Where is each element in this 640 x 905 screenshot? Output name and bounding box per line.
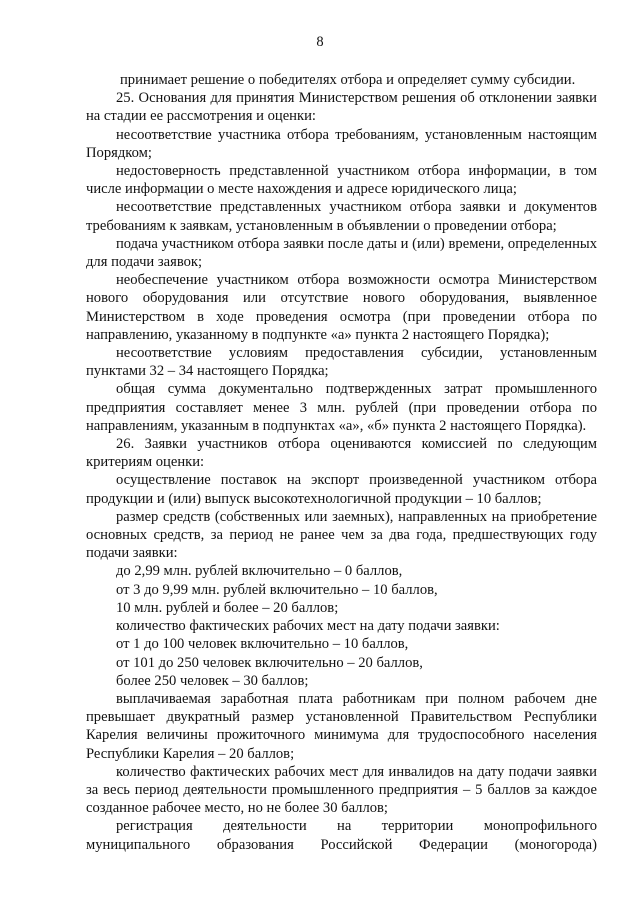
paragraph-rejection-conditions-mismatch: несоответствие условиям предоставления субсидии, установленным пунктами 32 – 34 настоящего Порядка;: [86, 345, 597, 380]
paragraph-criterion-disabled-jobs: количество фактических рабочих мест для инвалидов на дату подачи заявки за весь период деятельности промышленного предприятия – 5 баллов за каждое созданное рабочее место, но не более 30 баллов;: [86, 763, 597, 817]
paragraph-criterion-export: осуществление поставок на экспорт произведенной участником отбора продукции и (или) выпуск высокотехнологичной продукции – 10 баллов;: [86, 472, 597, 507]
document-body: [86, 71, 597, 854]
paragraph-criterion-salary: выплачиваемая заработная плата работникам при полном рабочем дне превышает двукратный размер установленной Правительством Республики Карелия величины прожиточного минимума для трудоспособного населения Республики Карелия – 20 баллов;: [86, 690, 597, 762]
paragraph-rejection-documents-mismatch: несоответствие представленных участником отбора заявки и документов требованиям к заявкам, установленным в объявлении о проведении отбора;: [86, 199, 597, 234]
paragraph-jobs-tier-2: от 101 до 250 человек включительно – 20 баллов,: [116, 654, 423, 671]
paragraph-rejection-cost-threshold: общая сумма документально подтвержденных затрат промышленного предприятия составляет менее 3 млн. рублей (при проведении отбора по направлениям, указанным в подпунктах «а», «б» пункта 2 настоящего Порядка).: [86, 381, 597, 434]
page-number: 8: [316, 34, 324, 50]
paragraph-rejection-unreliable-info: недостоверность представленной участником отбора информации, в том числе информации о месте нахождения и адресе юридического лица;: [86, 163, 597, 198]
paragraph-criterion-monotown: регистрация деятельности на территории монопрофильного муниципального образования Российской Федерации (моногорода): [86, 818, 597, 853]
paragraph-criterion-jobs: количество фактических рабочих мест на дату подачи заявки:: [116, 618, 500, 635]
paragraph-decision-winners: принимает решение о победителях отбора и определяет сумму субсидии.: [120, 72, 576, 88]
paragraph-jobs-tier-1: от 1 до 100 человек включительно – 10 баллов,: [116, 636, 409, 653]
paragraph-jobs-tier-3: более 250 человек – 30 баллов;: [116, 672, 309, 689]
paragraph-item-26: 26. Заявки участников отбора оцениваются комиссией по следующим критериям оценки:: [86, 436, 597, 471]
paragraph-fixed-assets-tier-1: до 2,99 млн. рублей включительно – 0 баллов,: [116, 563, 403, 580]
paragraph-rejection-late-submission: подача участником отбора заявки после даты и (или) времени, определенных для подачи заявок;: [86, 235, 597, 271]
paragraph-item-25: 25. Основания для принятия Министерством решения об отклонении заявки на стадии ее рассмотрения и оценки:: [86, 90, 597, 125]
paragraph-fixed-assets-tier-2: от 3 до 9,99 млн. рублей включительно – 10 баллов,: [116, 581, 438, 598]
paragraph-criterion-fixed-assets: размер средств (собственных или заемных), направленных на приобретение основных средств, за период не ранее чем за два года, предшествующих году подачи заявки:: [86, 508, 597, 562]
paragraph-rejection-noncompliance-requirements: несоответствие участника отбора требованиям, установленным настоящим Порядком;: [86, 126, 597, 161]
paragraph-fixed-assets-tier-3: 10 млн. рублей и более – 20 баллов;: [116, 599, 339, 616]
paragraph-rejection-no-inspection: необеспечение участником отбора возможности осмотра Министерством нового оборудования или отсутствие нового оборудования, выявленное Министерством в ходе проведения осмотра (при проведении отбора по направлению, указанному в подпункте «а» пункта 2 настоящего Порядка);: [86, 272, 597, 343]
